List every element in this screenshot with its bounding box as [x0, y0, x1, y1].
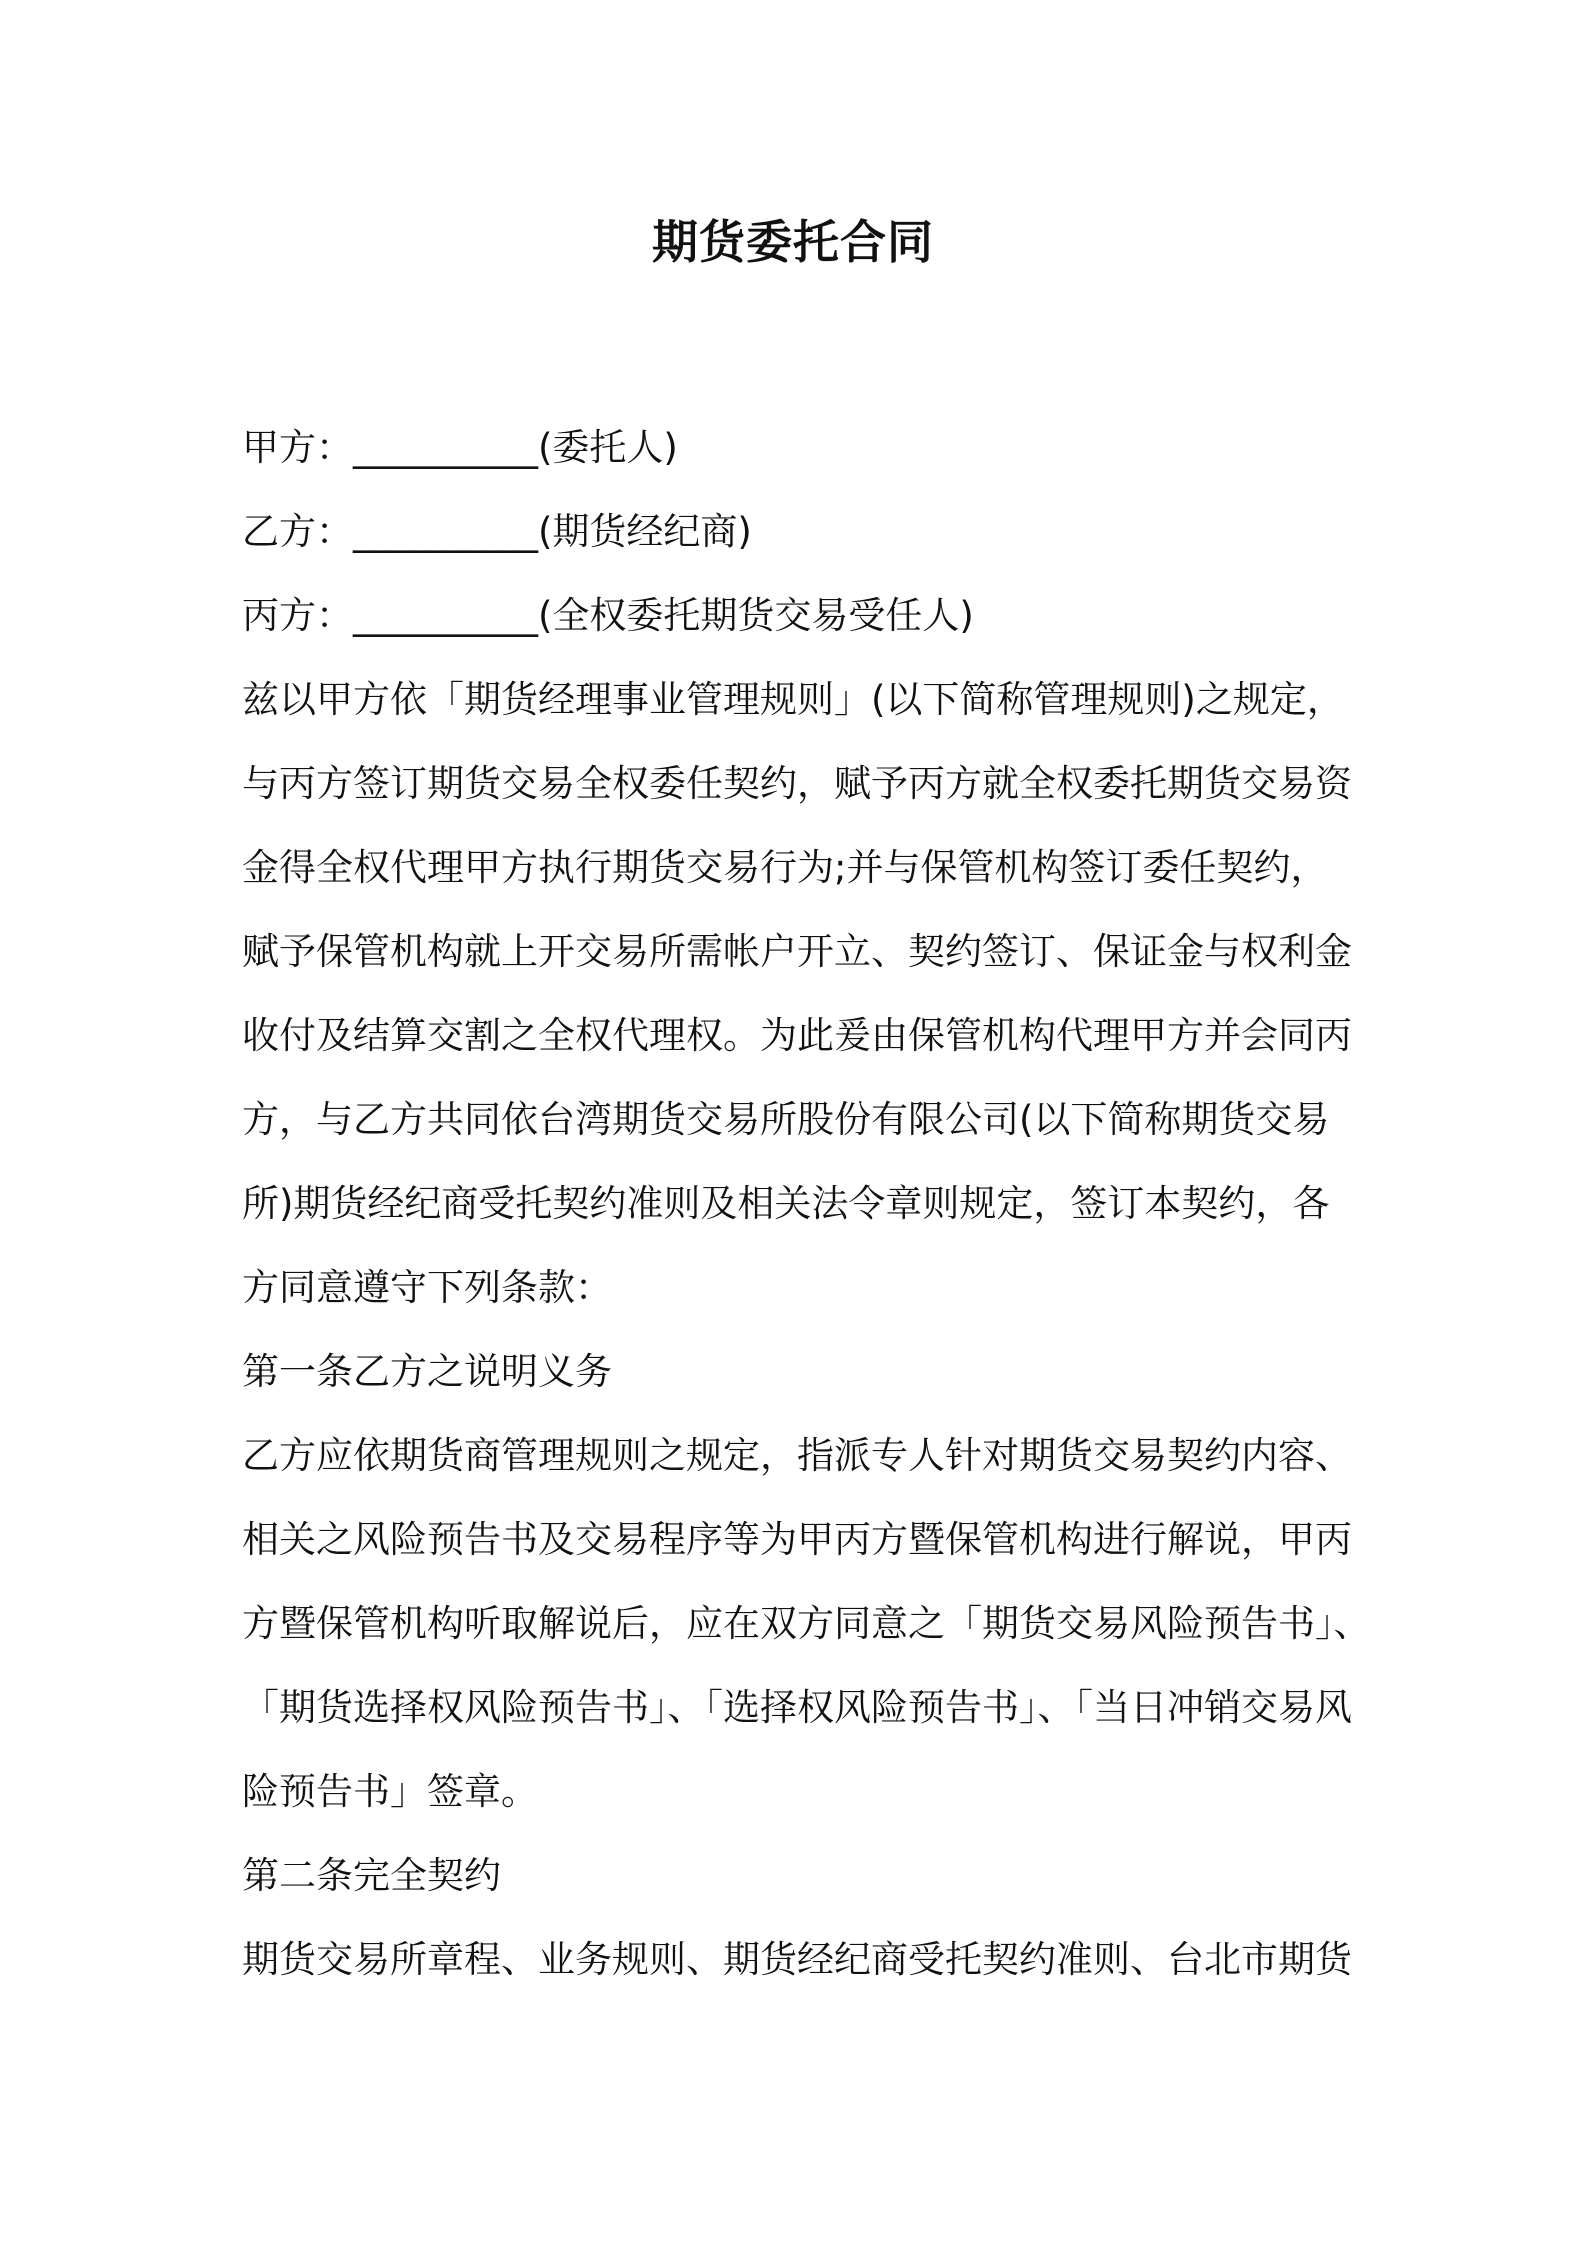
- article-heading: 第一条乙方之说明义务: [242, 1350, 612, 1393]
- article-text-line: 乙方应依期货商管理规则之规定，指派专人针对期货交易契约内容、: [242, 1434, 1352, 1477]
- preamble-line: 方同意遵守下列条款：: [242, 1266, 612, 1309]
- article-text-line: 险预告书」签章。: [242, 1770, 538, 1813]
- article-text-line: 方暨保管机构听取解说后，应在双方同意之「期货交易风险预告书」、: [242, 1602, 1371, 1645]
- article-text-line: 相关之风险预告书及交易程序等为甲丙方暨保管机构进行解说，甲丙: [242, 1518, 1352, 1561]
- document-body: [242, 406, 1371, 2002]
- preamble-line: 兹以甲方依「期货经理事业管理规则」(以下简称管理规则)之规定，: [242, 678, 1344, 721]
- article-text-line: 「期货选择权风险预告书」、「选择权风险预告书」、「当日冲销交易风: [242, 1686, 1352, 1729]
- preamble-line: 所)期货经纪商受托契约准则及相关法令章则规定，签订本契约，各: [242, 1182, 1330, 1225]
- document-title: 期货委托合同: [652, 215, 934, 269]
- preamble-line: 金得全权代理甲方执行期货交易行为;并与保管机构签订委任契约，: [242, 846, 1328, 889]
- preamble-line: 赋予保管机构就上开交易所需帐户开立、契约签订、保证金与权利金: [242, 930, 1352, 973]
- preamble-line: 与丙方签订期货交易全权委任契约，赋予丙方就全权委托期货交易资: [242, 762, 1352, 805]
- article-heading: 第二条完全契约: [242, 1854, 501, 1897]
- party-c-line: 丙方：__________(全权委托期货交易受任人): [242, 594, 974, 637]
- article-text-line: 期货交易所章程、业务规则、期货经纪商受托契约准则、台北市期货: [242, 1938, 1352, 1981]
- preamble-line: 方，与乙方共同依台湾期货交易所股份有限公司(以下简称期货交易: [242, 1098, 1330, 1141]
- preamble-line: 收付及结算交割之全权代理权。为此爰由保管机构代理甲方并会同丙: [242, 1014, 1352, 1057]
- party-b-line: 乙方：__________(期货经纪商): [242, 510, 752, 553]
- party-a-line: 甲方：__________(委托人): [242, 426, 678, 469]
